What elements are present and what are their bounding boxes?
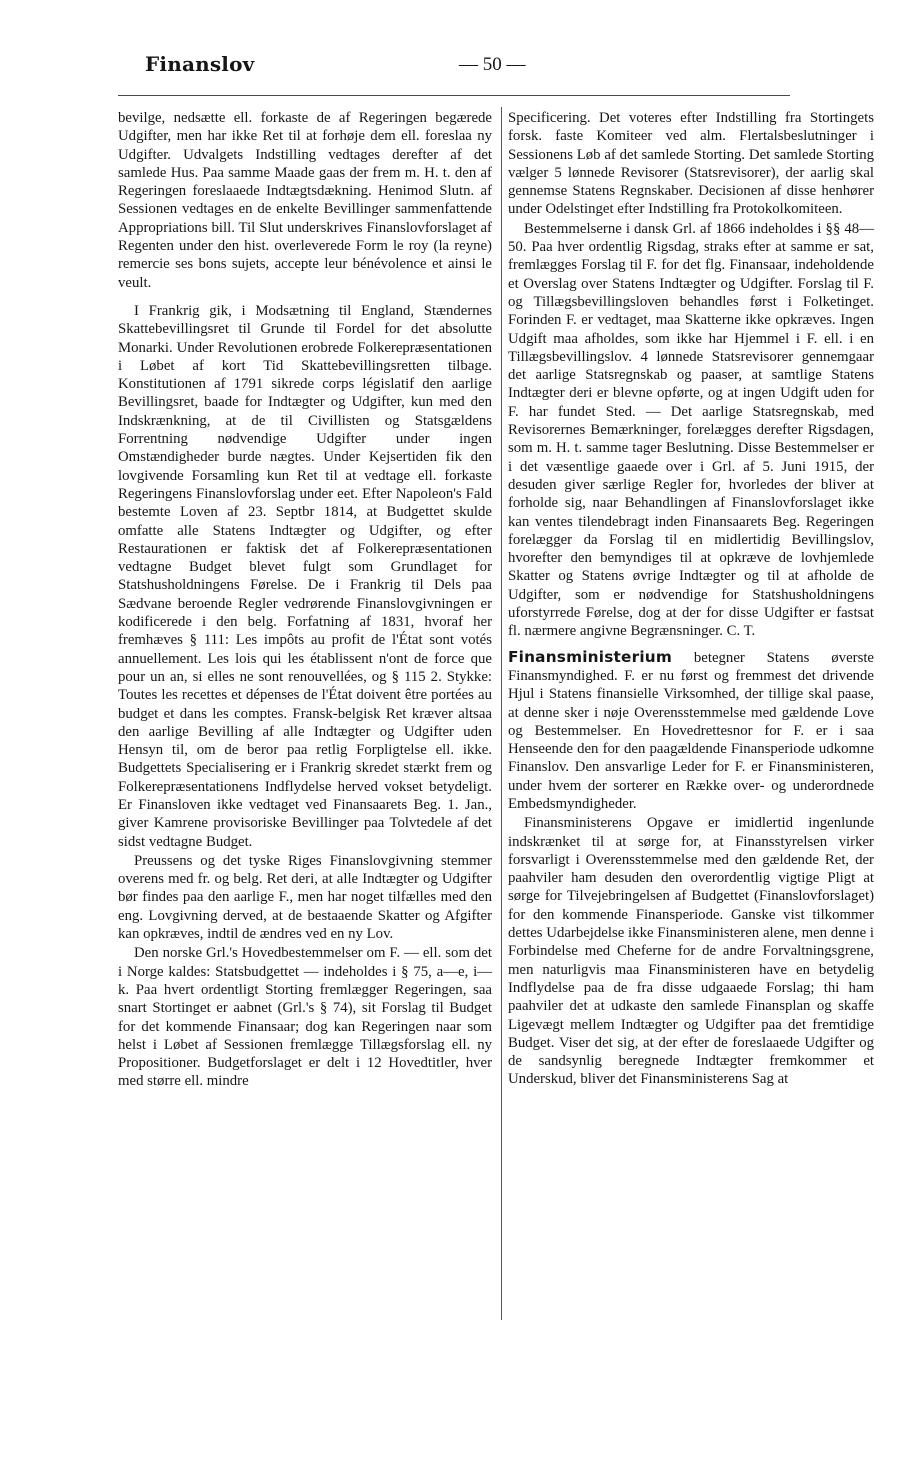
left-paragraph-3: Preussens og det tyske Riges Finanslovgivning stemmer overens med fr. og belg. Ret deri, at alle Indtægter og Udgifter bør findes paa den aarlige F., men har noget tilfælles med den eng. Lovgivning derved, at de bestaaende Skatter og Afgifter kan opkræves, indtil de ændres ved en ny Lov.	[118, 852, 492, 943]
left-paragraph-4: Den norske Grl.'s Hovedbestemmelser om F. — ell. som det i Norge kaldes: Statsbudgettet — indeholdes i § 75, a—e, i—k. Paa hvert ordentligt Storting fremlægger Regeringen, saa snart Stortinget er aabnet (Grl.'s § 74), sit Forslag til Budget for det kommende Finansaar; dog kan Regeringen naar som helst i Løbet af Sessionen fremlægge Tillægsforslag ell. ny Propositioner. Budgetforslaget er delt i 12 Hovedtitler, hver med større ell. mindre	[118, 945, 492, 1090]
right-column	[508, 109, 874, 1089]
right-paragraph-2: Bestemmelserne i dansk Grl. af 1866 indeholdes i §§ 48—50. Paa hver ordentlig Rigsdag, straks efter at samme er sat, fremlægges Forslag til F. for det flg. Finansaar, indeholdende et Overslag over Statens Indtægter og Udgifter. Forslag til F. og Tillægsbevillingsloven behandles først i Folketinget. Forinden F. er vedtaget, maa Skatterne ikke opkræves. Ingen Udgift maa afholdes, som ikke har Hjemmel i F. ell. i en Tillægsbevillingslov. 4 lønnede Statsrevisorer gennemgaar det aarlige Statsregnskab og paaser, at samtlige Statens Indtægter deri er blevne opførte, og at ingen Udgift uden for F. har fundet Sted. — Det aarlige Statsregnskab, med Revisorernes Bemærkninger, forelægges derefter Rigsdagen, som m. H. t. samme tager Beslutning. Disse Bestemmelser er i det væsentlige gaaede over i Grl. af 5. Juni 1915, der desuden giver særlige Regler for, hvorledes der bliver at forholde sig, naar Behandlingen af Finanslovforslaget ikke kan ventes tilendebragt inden Finansaarets Beg. Regeringen forelægger da Forslag til en midlertidig Bevillingslov, hvorefter den bemyndiges til at opkræve de lovhjemlede Skatter og Statens øvrige Indtægter og til at afholde de Udgifter, som er nødvendige for Statshusholdningens uforstyrrede Førelse, dog at der for disse Udgifter er fastsat fl. nærmere angivne Begrænsninger. C. T.	[508, 220, 874, 640]
entry-headword: Finansministerium	[508, 647, 673, 666]
right-paragraph-1: Specificering. Det voteres efter Indstilling fra Stortingets forsk. faste Komiteer ved alm. Flertalsbeslutninger i Sessionens Løb af det samlede Storting. Det samlede Storting vælger 5 lønnede Revisorer (Statsrevisorer), der aarlig skal gennemse Statens Regnskaber. Decisionen af disse henhører under Odelstinget efter Indstilling fra Protokolkomiteen.	[508, 110, 874, 218]
column-divider	[501, 107, 502, 1320]
entry-finansministerium	[508, 648, 874, 814]
left-paragraph-2: I Frankrig gik, i Modsætning til England, Stændernes Skattebevillingsret til Grunde til Fordel for det absolutte Monarki. Under Revolutionen erobrede Folkerepræsentationen i Løbet af kort Tid Skattebevillingsretten tilbage. Konstitutionen af 1791 sikrede corps législatif den aarlige Bevillingsret, baade for Indtægter og Udgifter, kun med den Indskrænkning, at de til Civillisten og Statsgældens Forrentning nødvendige Udgifter under ingen Omstændigheder burde nægtes. Under Kejsertiden fik den lovgivende Forsamling kun Ret til at vedtage ell. forkaste Regeringens Finanslovforslag under eet. Efter Napoleon's Fald bestemte Loven af 23. Septbr 1814, at Budgettet skulde omfatte alle Statens Indtægter og Udgifter, og efter Restaurationen er faktisk det af Folkerepræsentationen vedtagne Budget blevet fulgt som Grundlaget for Statshusholdningens Førelse. De i Frankrig til Dels paa Sædvane beroende Regler vedrørende Finanslovgivningen er kodificerede i den belg. Forfatning af 1831, hvoraf her fremhæves § 111: Les impôts au profit de l'État sont votés annuellement. Les lois qui les établissent n'ont de force que pour un an, si elles ne sont renouvellées, og § 115 2. Stykke: Toutes les recettes et dépenses de l'État doivent être portées au budget et dans les comptes. Fransk-belgisk Ret kræver altsaa den aarlige Bevilling af alle Indtægter og Udgifter uden Hensyn til, om de beror paa retlig Forpligtelse ell. ikke. Budgettets Specialisering er i Frankrig skredet stærkt frem og Folkerepræsentationens Indflydelse herved vokset betydeligt. Er Finansloven ikke vedtaget ved Finansaarets Beg. 1. Jan., giver Kamrene provisoriske Bevillinger paa Tolvtedele af det sidst vedtagne Budget.	[118, 302, 492, 850]
entry-body: betegner Statens øverste Finansmyndighed. F. er nu først og fremmest det drivende Hjul i Statens finansielle Virksomhed, der tillige skal paase, at denne sker i nøje Overensstemmelse med gældende Love og Bestemmelser. En Hovedrettesnor for F. er i saa Henseende den for den paagældende Finansperiode udkomne Finanslov. Den ansvarlige Leder for F. er Finansministeren, under hvem der sorterer en Række over- og underordnede Embedsmyndigheder.	[508, 649, 874, 812]
header-rule	[118, 95, 790, 96]
right-paragraph-4: Finansministerens Opgave er imidlertid ingenlunde indskrænket til at sørge for, at Finansstyrelsen virker forsvarligt i Overensstemmelse med den gældende Ret, der paahviler ham desuden den overordentlig vigtige Pligt at sørge for Tilvejebringelsen af Budgettet (Finanslovforslaget) for den kommende Finansperiode. Ganske vist tilkommer dettes Udarbejdelse ikke Finansministeren alene, men denne i Forbindelse med Cheferne for de andre Forvaltningsgrene, men naturligvis maa Finansministeren have en betydelig Indflydelse paa de fra disse udgaaede Forslag; thi ham paahviler det at udkaste den samlede Finansplan og skaffe Ligevægt mellem Indtægter og Udgifter paa det fremtidige Budget. Viser det sig, at der efter de foreslaaede Udgifter og de sandsynlig beregnede Indtægter fremkommer et Underskud, bliver det Finansministerens Sag at	[508, 815, 874, 1088]
running-head: Finanslov	[145, 52, 255, 76]
page-number: — 50 —	[459, 54, 526, 75]
left-column	[118, 109, 492, 1091]
left-paragraph-1: bevilge, nedsætte ell. forkaste de af Regeringen begærede Udgifter, men har ikke Ret til at forhøje dem ell. foreslaa ny Udgifter. Udvalgets Indstilling vedtages derefter af det samlede Hus. Paa samme Maade gaas der frem m. H. t. den af Regeringen foreslaaede Indtægtsdækning. Henimod Slutn. af Sessionen vedtages en de enkelte Bevillinger sammenfattende Appropriations bill. Til Slut underskrives Finanslovforslaget af Regenten under den hist. overleverede Form le roy (la reyne) remercie ses bons sujets, accepte leur bénévolence et ainsi le veult.	[118, 110, 492, 291]
page-header	[145, 52, 785, 86]
